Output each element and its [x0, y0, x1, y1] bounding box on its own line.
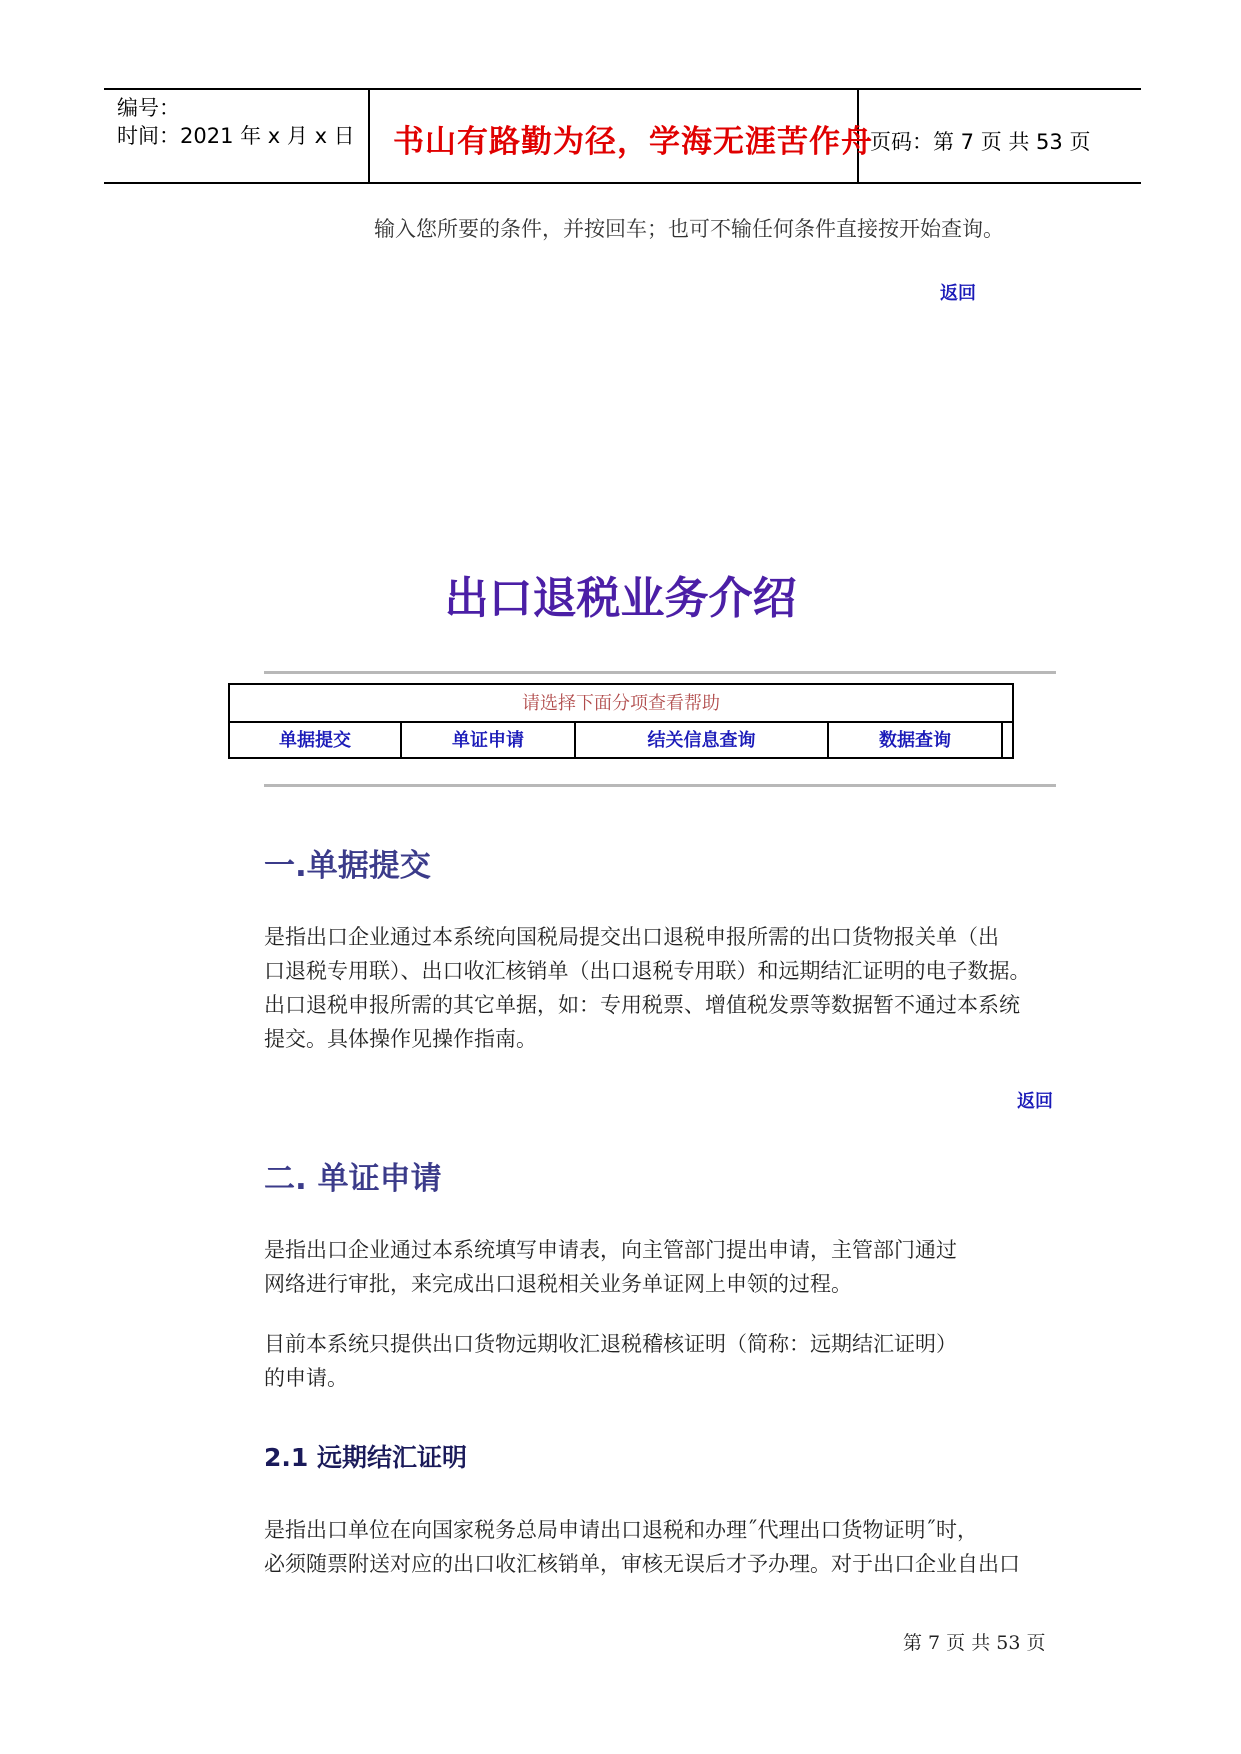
paragraph-line: 是指出口企业通过本系统向国税局提交出口退税申报所需的出口货物报关单（出 — [264, 925, 999, 949]
paragraph-line: 出口退税申报所需的其它单据，如：专用税票、增值税发票等数据暂不通过本系统 — [264, 993, 1020, 1017]
paragraph-line: 是指出口企业通过本系统填写申请表，向主管部门提出申请，主管部门通过 — [264, 1238, 957, 1262]
paragraph-line: 必须随票附送对应的出口收汇核销单，审核无误后才予办理。对于出口企业自出口 — [264, 1552, 1020, 1576]
paragraph-line: 口退税专用联）、出口收汇核销单（出口退税专用联）和远期结汇证明的电子数据。 — [264, 959, 1031, 983]
paragraph-line: 的申请。 — [264, 1366, 348, 1390]
header-page-label: 页码：第 7 页 共 53 页 — [870, 130, 1091, 154]
header-bottom-rule — [104, 182, 1141, 184]
header-time-label: 时间：2021 年 x 月 x 日 — [117, 124, 355, 148]
return-link[interactable]: 返回 — [1017, 1091, 1053, 1112]
paragraph-line: 网络进行审批，来完成出口退税相关业务单证网上申领的过程。 — [264, 1272, 852, 1296]
header-top-rule — [104, 88, 1141, 90]
section-paragraph — [264, 920, 1060, 1056]
return-link[interactable]: 返回 — [940, 283, 976, 304]
nav-link-customs-clearance-query[interactable]: 结关信息查询 — [576, 723, 829, 759]
horizontal-rule — [264, 671, 1056, 674]
nav-link-certificate-application[interactable]: 单证申请 — [402, 723, 576, 759]
subsection-heading: 2.1 远期结汇证明 — [264, 1443, 467, 1472]
nav-link-document-submission[interactable]: 单据提交 — [230, 723, 402, 759]
section-paragraph — [264, 1233, 1060, 1301]
header-motto: 书山有路勤为径，学海无涯苦作舟 — [393, 124, 873, 160]
help-navigation-table — [228, 683, 1014, 759]
section-heading: 二. 单证申请 — [264, 1161, 442, 1197]
help-table-caption: 请选择下面分项查看帮助 — [230, 685, 1012, 723]
empty-cell — [1003, 723, 1012, 759]
paragraph-line: 目前本系统只提供出口货物远期收汇退税稽核证明（简称：远期结汇证明） — [264, 1332, 957, 1356]
nav-link-data-query[interactable]: 数据查询 — [829, 723, 1003, 759]
section-heading: 一.单据提交 — [264, 848, 431, 884]
header-code-label: 编号： — [117, 96, 180, 120]
paragraph-line: 提交。具体操作见操作指南。 — [264, 1027, 537, 1051]
page-footer: 第 7 页 共 53 页 — [903, 1632, 1046, 1654]
query-instruction: 输入您所要的条件，并按回车；也可不输任何条件直接按开始查询。 — [374, 217, 1004, 241]
paragraph-line: 是指出口单位在向国家税务总局申请出口退税和办理˝代理出口货物证明˝时， — [264, 1518, 978, 1542]
section-paragraph — [264, 1327, 1060, 1395]
header-divider — [368, 89, 370, 183]
page-title: 出口退税业务介绍 — [444, 573, 797, 624]
section-paragraph — [264, 1513, 1060, 1581]
horizontal-rule — [264, 784, 1056, 787]
help-table-row — [230, 723, 1012, 759]
